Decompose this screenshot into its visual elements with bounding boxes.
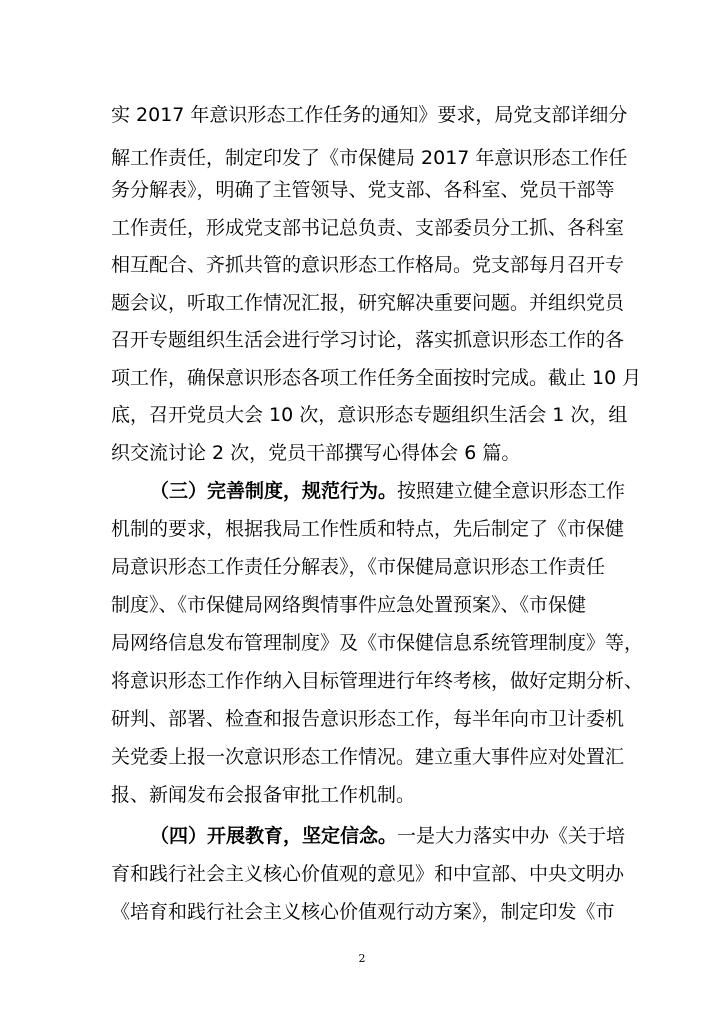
- section-4-first-line: [150, 824, 630, 848]
- body-text-line: 将意识形态工作作纳入目标管理进行年终考核，做好定期分析、: [111, 670, 644, 692]
- body-text-line: 工作责任，形成党支部书记总负责、支部委员分工抓、各科室: [111, 217, 625, 239]
- section-3-first-line-text: 按照建立健全意识形态工作: [397, 480, 626, 502]
- body-text-line: 召开专题组织生活会进行学习讨论，落实抓意识形态工作的各: [111, 329, 625, 351]
- page-number: 2: [358, 952, 366, 965]
- section-4-first-line-text: 一是大力落实中办《关于培: [397, 825, 626, 847]
- body-text-line: 相互配合、齐抓共管的意识形态工作格局。党支部每月召开专: [111, 254, 625, 276]
- body-text-line: 织交流讨论 2 次，党员干部撰写心得体会 6 篇。: [111, 442, 521, 464]
- body-text-line: 报、新闻发布会报备审批工作机制。: [111, 784, 416, 806]
- body-text-line: 育和践行社会主义核心价值观的意见》和中宣部、中央文明办: [111, 863, 625, 885]
- body-text-line: 务分解表》，明确了主管领导、党支部、各科室、党员干部等: [111, 179, 615, 201]
- body-text-line: 研判、部署、检查和报告意识形态工作，每半年向市卫计委机: [111, 708, 625, 730]
- body-text-line: 题会议，听取工作情况汇报，研究解决重要问题。并组织党员: [111, 292, 625, 314]
- body-text-line: 局意识形态工作责任分解表》，《市保健局意识形态工作责任: [111, 556, 606, 578]
- body-text-line: 机制的要求，根据我局工作性质和特点，先后制定了《市保健: [111, 518, 625, 540]
- body-text-line: 《培育和践行社会主义核心价值观行动方案》，制定印发《市: [111, 901, 615, 923]
- section-4-heading: （四）开展教育，坚定信念。: [150, 825, 398, 847]
- body-text-line: 制度》、《市保健局网络舆情事件应急处置预案》、《市保健: [111, 594, 587, 616]
- body-text-line: 解工作责任，制定印发了《市保健局 2017 年意识形态工作任: [111, 147, 628, 169]
- section-3-heading: （三）完善制度，规范行为。: [150, 480, 398, 502]
- body-text-line: 关党委上报一次意识形态工作情况。建立重大事件应对处置汇: [111, 746, 625, 768]
- body-text-line: 局网络信息发布管理制度》及《市保健信息系统管理制度》等，: [111, 632, 644, 654]
- body-text-line: 实 2017 年意识形态工作任务的通知》要求，局党支部详细分: [111, 104, 628, 126]
- body-text-line: 底，召开党员大会 10 次，意识形态专题组织生活会 1 次，组: [111, 404, 628, 426]
- body-text-line: 项工作，确保意识形态各项工作任务全面按时完成。截止 10 月: [111, 367, 642, 389]
- section-3-first-line: [150, 479, 630, 503]
